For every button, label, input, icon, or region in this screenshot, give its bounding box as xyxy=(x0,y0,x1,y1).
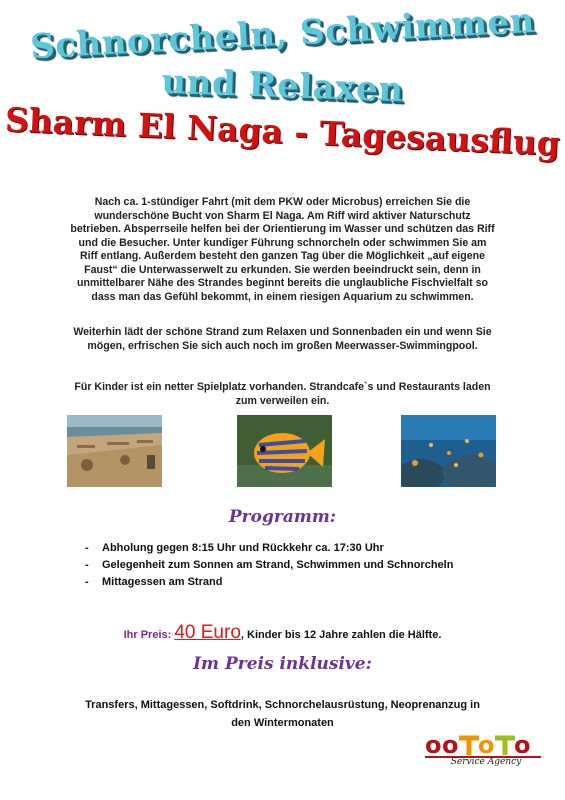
price-label: Ihr Preis: xyxy=(123,629,172,641)
angelfish-photo xyxy=(237,415,332,487)
list-item: - Gelegenheit zum Sonnen am Strand, Schwimmen und Schnorcheln xyxy=(85,557,465,574)
svg-text:o: o xyxy=(478,733,495,759)
intro-paragraph-3: Für Kinder ist ein netter Spielplatz vorhanden. Strandcafe`s und Restaurants laden zum verweilen ein. xyxy=(74,381,491,407)
program-heading: Programm: xyxy=(228,507,337,527)
title-line-1: Schnorcheln, Schwimmen xyxy=(29,0,536,68)
price-value: 40 Euro xyxy=(174,622,241,643)
logo-caption: Service Agency xyxy=(450,757,522,767)
beach-photo xyxy=(67,415,162,487)
svg-text:o: o xyxy=(442,733,459,759)
list-item: - Abholung gegen 8:15 Uhr und Rückkehr ca. 17:30 Uhr xyxy=(85,540,465,557)
title-line-2: und Relaxen xyxy=(160,61,405,111)
included-heading: Im Preis inklusive: xyxy=(193,654,372,674)
intro-paragraph-1: Nach ca. 1-stündiger Fahrt (mit dem PKW oder Microbus) erreichen Sie die wunderschöne Bucht von Sharm El Naga. Am Riff wird aktiver Naturschutz betrieben. Absperrseile helfen bei der Orientierung im Wasser und schützen das Riff und die Besucher. Unter kundiger Führung schnorcheln oder schwimmen Sie am Riff entlang. Außerdem besteht den ganzen Tag über die Möglichkeit „auf eigene Faust“ die Unterwasserwelt zu erkunden. Sie werden beeindruckt sein, denn in unmittelbarer Nähe des Strandes beginnt bereits die unglaubliche Fischvielfalt so dass man das Gefühl bekommt, in einem riesigen Aquarium zu schwimmen. xyxy=(70,196,495,303)
included-text: Transfers, Mittagessen, Softdrink, Schnorchelausrüstung, Neoprenanzug in den Wintermonaten xyxy=(85,699,480,729)
agency-logo xyxy=(423,733,548,773)
list-item: - Mittagessen am Strand xyxy=(85,574,465,591)
intro-paragraph-2: Weiterhin lädt der schöne Strand zum Relaxen und Sonnenbaden ein und wenn Sie mögen, erfrischen Sie sich auch noch im großen Meerwasser-Swimmingpool. xyxy=(73,326,492,352)
program-list xyxy=(85,540,465,591)
svg-text:o: o xyxy=(514,733,531,759)
svg-text:o: o xyxy=(425,733,442,759)
price-line xyxy=(0,622,565,644)
coral-reef-photo xyxy=(401,415,496,487)
page-subtitle: Sharm El Naga - Tagesausflug xyxy=(4,99,561,164)
price-note: , Kinder bis 12 Jahre zahlen die Hälfte. xyxy=(240,629,442,641)
